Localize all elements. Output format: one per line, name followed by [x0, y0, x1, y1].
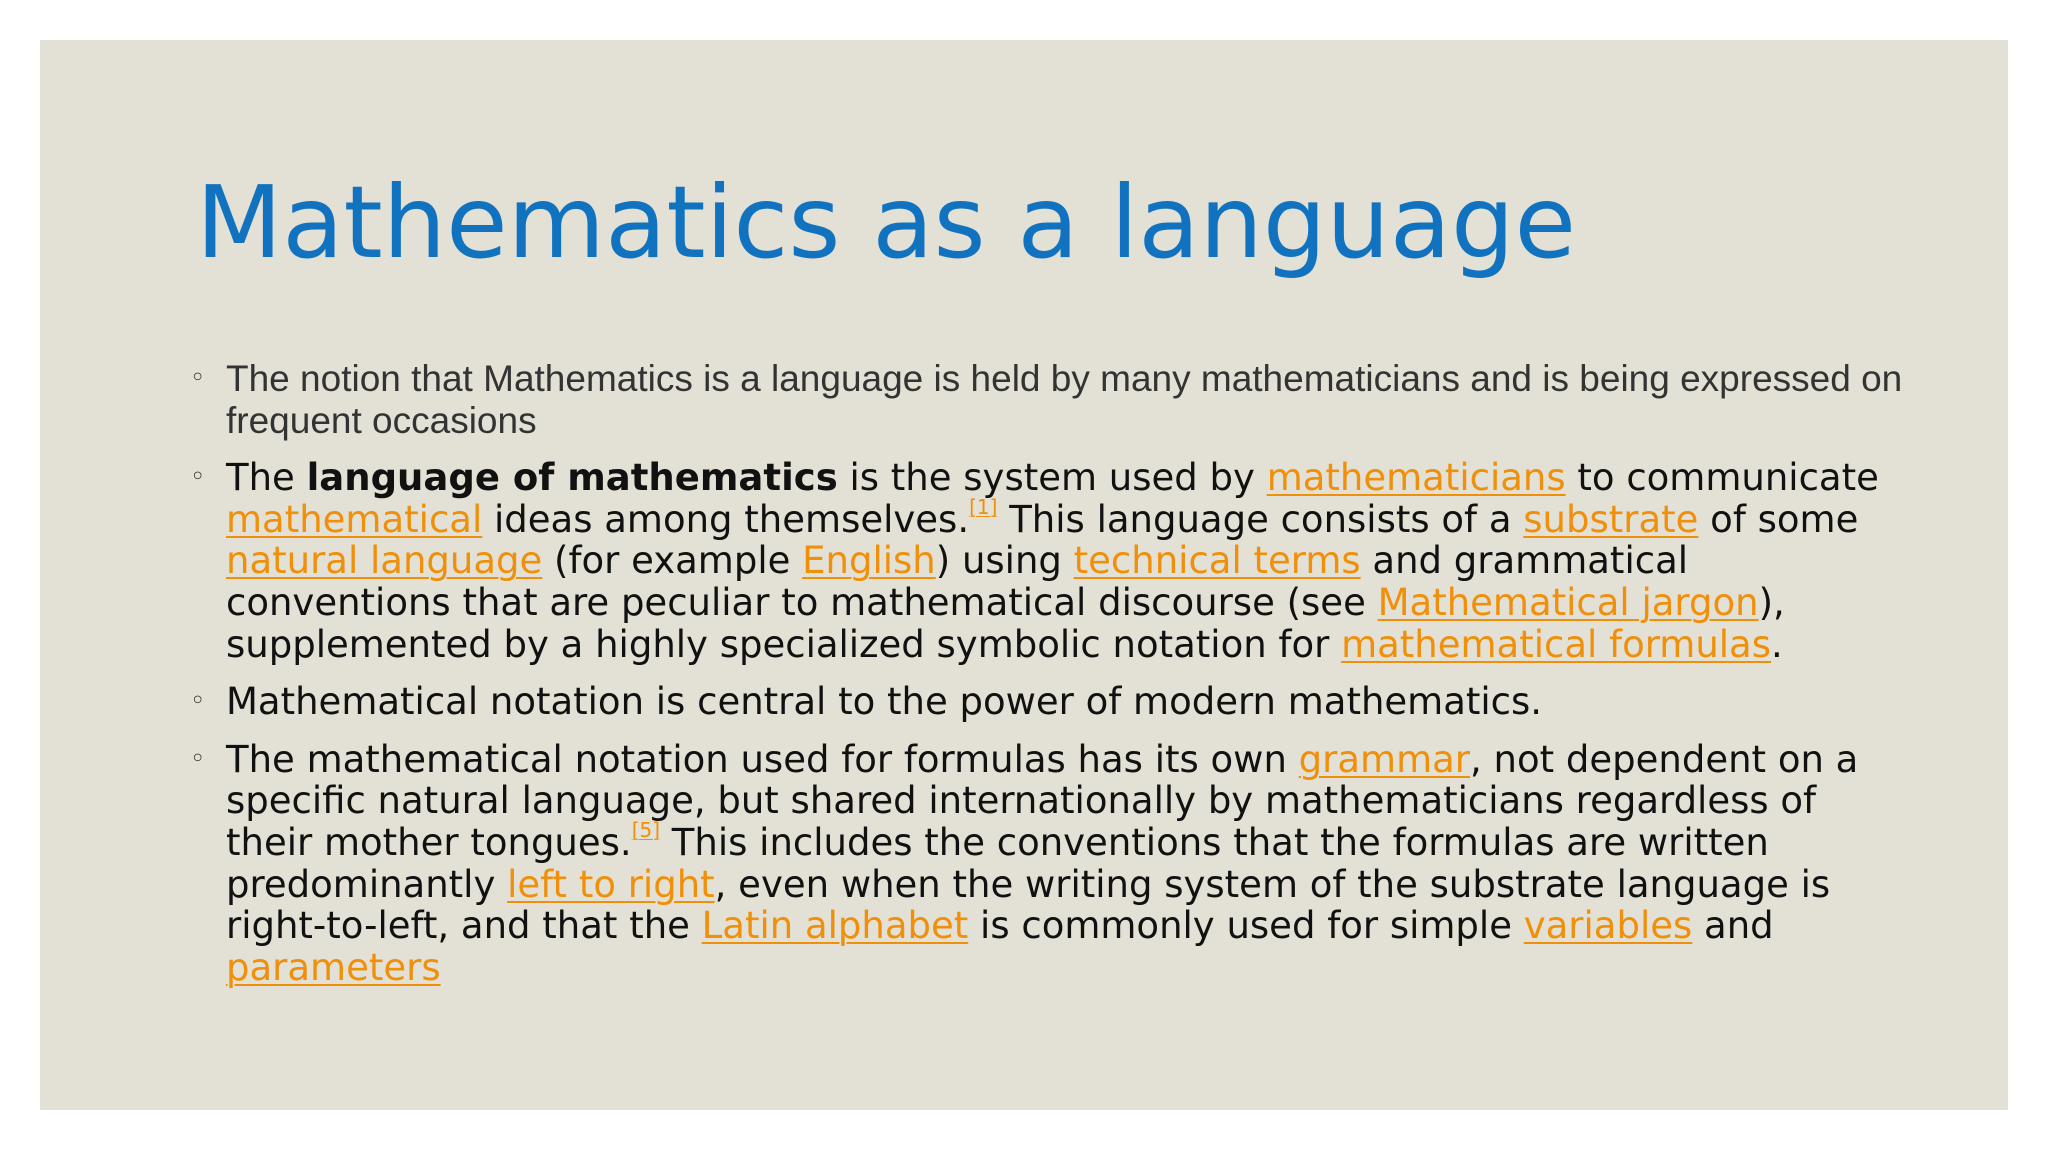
reference-link-1[interactable]: [1] [969, 494, 998, 519]
bullet-marker: ◦ [190, 743, 206, 774]
link-parameters[interactable]: parameters [226, 945, 441, 989]
bullet-text: and [1692, 904, 1774, 948]
slide [40, 40, 2008, 1110]
bullet-list [190, 358, 1910, 1004]
reference-link-5[interactable]: [5] [631, 817, 661, 842]
link-mathematicians[interactable]: mathematicians [1266, 456, 1566, 500]
bullet-text: The [226, 456, 307, 500]
link-variables[interactable]: variables [1523, 904, 1693, 948]
link-mathematical[interactable]: mathematical [226, 497, 483, 541]
bullet-text: Mathematical notation is central to the power of modern mathematics. [226, 680, 1543, 724]
link-natural-language[interactable]: natural language [226, 539, 543, 583]
bullet-marker: ◦ [190, 363, 206, 393]
link-mathematical-jargon[interactable]: Mathematical jargon [1377, 580, 1759, 624]
bullet-text: to communicate [1565, 456, 1879, 500]
reference-superscript [632, 818, 660, 842]
link-technical-terms[interactable]: technical terms [1073, 539, 1361, 583]
bullet-text: ), supplemented by a highly specialized symbolic notation for [226, 580, 1785, 666]
bullet-text: The mathematical notation used for formulas has its own [226, 737, 1299, 781]
reference-superscript [969, 495, 997, 519]
link-left-to-right[interactable]: left to right [507, 862, 715, 906]
bullet-item [190, 681, 1910, 723]
bullet-text: ) using [935, 539, 1074, 583]
bullet-marker: ◦ [190, 686, 206, 717]
link-substrate[interactable]: substrate [1523, 497, 1699, 541]
link-grammar[interactable]: grammar [1298, 737, 1471, 781]
bullet-text: , not dependent on a specific natural language, but shared internationally by mathematicians regardless of their mother tongues. [226, 737, 1859, 864]
bullet-item [190, 457, 1910, 665]
bullet-text: (for example [542, 539, 803, 583]
bullet-marker: ◦ [190, 462, 206, 493]
link-english[interactable]: English [802, 539, 936, 583]
slide-title: Mathematics as a language [196, 164, 1577, 281]
bullet-text: This includes the conventions that the formulas are written predominantly [226, 820, 1769, 906]
bullet-text: of some [1698, 497, 1859, 541]
link-latin-alphabet[interactable]: Latin alphabet [701, 904, 969, 948]
bullet-text: The notion that Mathematics is a language is held by many mathematicians and is being expressed on frequent occasions [226, 358, 1903, 441]
bullet-text: This language consists of a [997, 497, 1524, 541]
bullet-item [190, 358, 1910, 441]
bullet-text: and grammatical conventions that are peculiar to mathematical discourse (see [226, 539, 1689, 624]
bullet-text: is commonly used for simple [968, 904, 1524, 948]
bold-term: language of mathematics [306, 456, 838, 500]
bullet-item [190, 739, 1910, 989]
link-mathematical-formulas[interactable]: mathematical formulas [1341, 622, 1772, 666]
bullet-text: . [1771, 622, 1783, 666]
bullet-text: , even when the writing system of the substrate language is right-to-left, and that the [226, 862, 1831, 948]
bullet-text: is the system used by [837, 456, 1267, 500]
bullet-text: ideas among themselves. [482, 497, 970, 541]
